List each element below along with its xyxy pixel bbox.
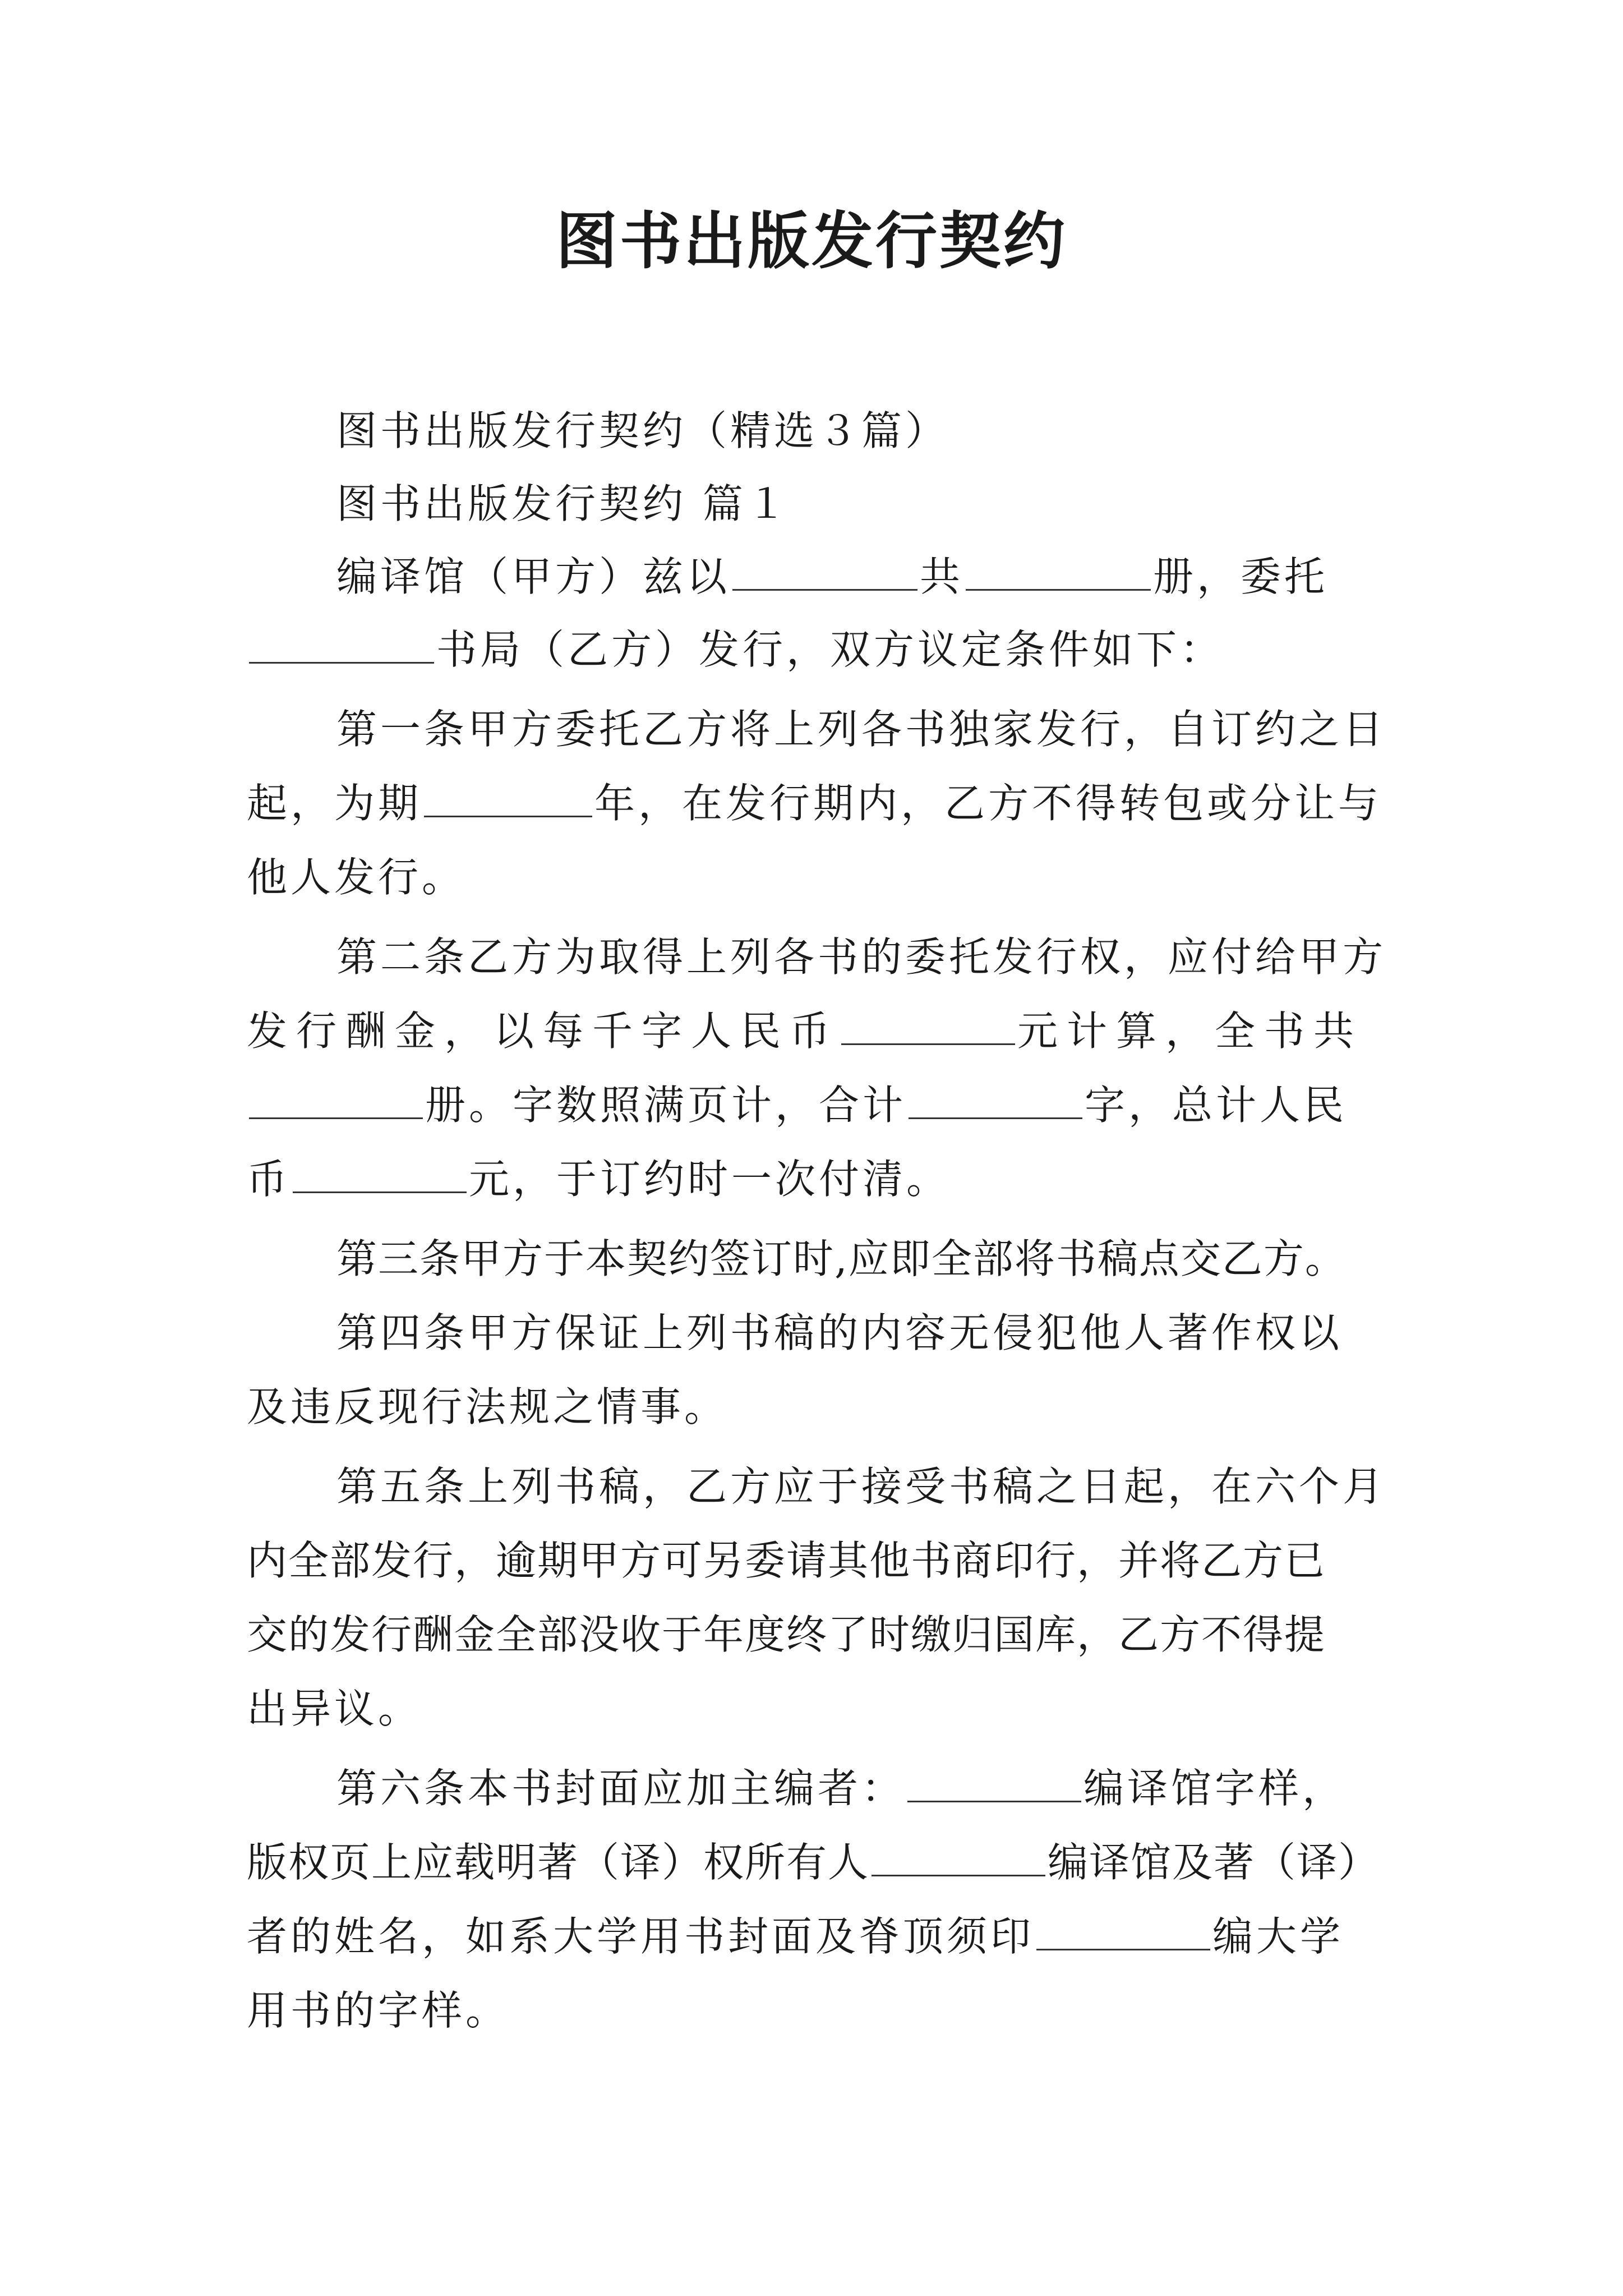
- text: 编大学: [1212, 1913, 1344, 1960]
- text: 编译馆字样，: [1083, 1765, 1347, 1812]
- text: 书局（乙方）发行，双方议定条件如下：: [436, 626, 1224, 673]
- text: 版权页上应载明著（译）权所有人: [247, 1839, 870, 1886]
- text: 及违反现行法规之情事。: [247, 1383, 728, 1430]
- text: 册，委托: [1153, 553, 1329, 600]
- fill-blank: [732, 544, 917, 591]
- fill-blank: [909, 1073, 1082, 1119]
- text: 第二条乙方为取得上列各书的委托发行权，应付给甲方: [336, 933, 1387, 981]
- paragraph-line: [247, 1824, 1385, 1901]
- subtitle-line: [247, 393, 1475, 469]
- text: 图书出版发行契约 篇１: [336, 480, 790, 527]
- fill-blank: [966, 544, 1151, 591]
- fill-blank: [872, 1830, 1045, 1876]
- fill-blank: [907, 1756, 1081, 1802]
- paragraph-line: [247, 611, 1385, 688]
- document-title: 图书出版发行契约: [556, 205, 1067, 277]
- text: 年，在发行期内，乙方不得转包或分让与: [594, 780, 1382, 827]
- section-heading: [247, 466, 1475, 542]
- text: 出异议。: [247, 1685, 422, 1732]
- text: 第三条甲方于本契约签订时,应即全部将书稿点交乙方。: [336, 1235, 1347, 1282]
- text: 内全部发行，逾期甲方可另委请其他书商印行，并将乙方已: [247, 1537, 1326, 1584]
- paragraph-line: [247, 1750, 1475, 1826]
- text: 他人发行。: [247, 854, 466, 901]
- paragraph-line: [247, 919, 1475, 995]
- text: 第五条上列书稿，乙方应于接受书稿之日起，在六个月: [336, 1463, 1387, 1510]
- text: 起，为期: [247, 780, 422, 827]
- text: 用书的字样。: [247, 1987, 510, 2034]
- paragraph-line: [247, 1067, 1385, 1143]
- text: 字，总计人民: [1085, 1082, 1348, 1129]
- text: 编译馆（甲方）兹以: [336, 553, 731, 600]
- text: 元，于订约时一次付清。: [469, 1156, 951, 1203]
- paragraph-line: [247, 539, 1475, 615]
- paragraph-line: [247, 691, 1475, 767]
- fill-blank: [249, 617, 434, 664]
- text: 交的发行酬金全部没收于年度终了时缴归国库，乙方不得提: [247, 1611, 1326, 1658]
- paragraph-line: [247, 1141, 1385, 1217]
- paragraph-line: [247, 1448, 1475, 1525]
- paragraph-line: [247, 1671, 1385, 1747]
- fill-blank: [841, 999, 1015, 1045]
- paragraph-line: [247, 1295, 1475, 1371]
- text: 第一条甲方委托乙方将上列各书独家发行，自订约之日: [336, 706, 1387, 753]
- text: 币: [247, 1156, 291, 1203]
- paragraph-line: [247, 1522, 1385, 1599]
- paragraph-line: [247, 1369, 1385, 1445]
- text: 共: [920, 553, 964, 600]
- paragraph-line: [247, 1221, 1475, 1297]
- text: 第六条本书封面应加主编者：: [336, 1765, 906, 1812]
- fill-blank: [424, 771, 592, 817]
- fill-blank: [293, 1147, 467, 1193]
- paragraph-line: [247, 839, 1385, 915]
- text: 册。字数照满页计，合计: [425, 1082, 907, 1129]
- paragraph-line: [247, 1898, 1385, 1975]
- paragraph-line: [247, 1596, 1385, 1673]
- text: 者的姓名，如系大学用书封面及脊顶须印: [247, 1913, 1035, 1960]
- paragraph-line: [247, 993, 1385, 1069]
- text: 元计算，全书共: [1017, 1007, 1363, 1055]
- text: 发行酬金，以每千字人民币: [247, 1007, 840, 1055]
- fill-blank: [1036, 1904, 1210, 1950]
- text: 编译馆及著（译）: [1048, 1839, 1380, 1886]
- fill-blank: [249, 1073, 423, 1119]
- text: 图书出版发行契约（精选３篇）: [336, 407, 949, 454]
- paragraph-line: [247, 1972, 1385, 2049]
- text: 第四条甲方保证上列书稿的内容无侵犯他人著作权以: [336, 1309, 1343, 1356]
- paragraph-line: [247, 765, 1385, 841]
